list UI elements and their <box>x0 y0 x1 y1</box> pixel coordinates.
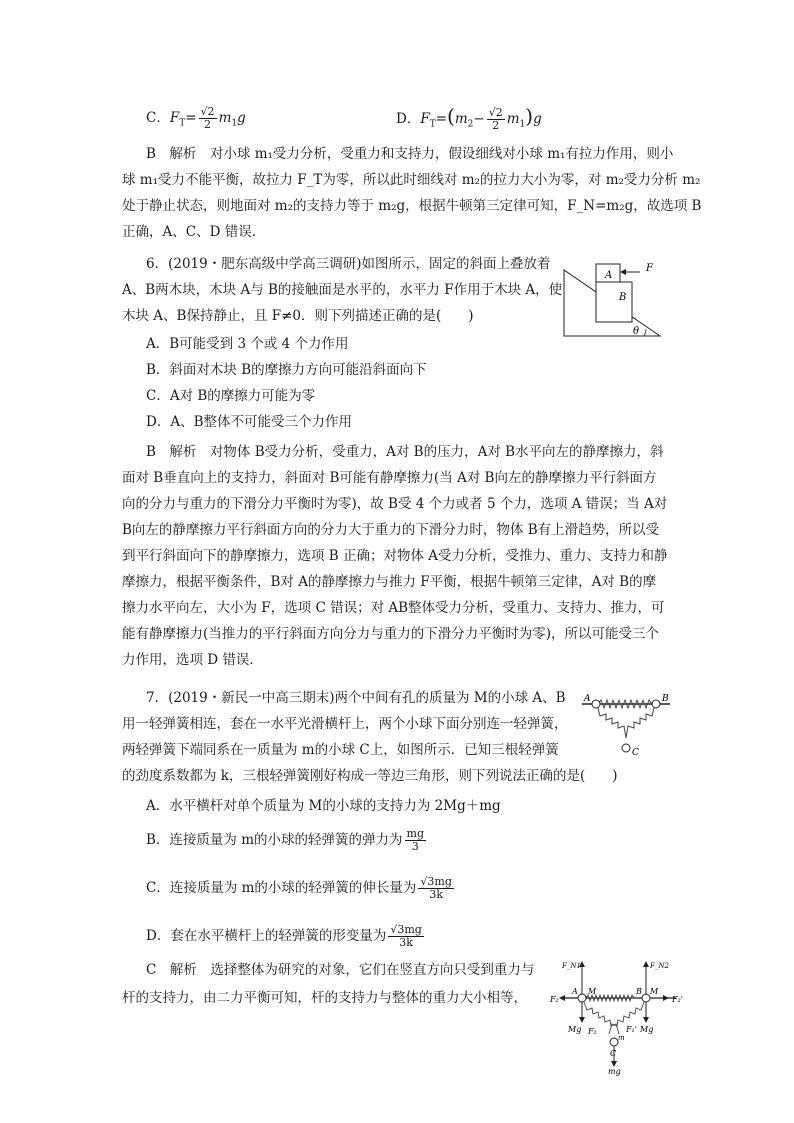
q7-spring-figure <box>580 692 672 758</box>
q7-optb-den: 3 <box>411 840 419 853</box>
q5-explanation-line: 正确，A、C、D 错误． <box>122 224 266 240</box>
q7-optb-text: B．连接质量为 m的小球的轻弹簧的弹力为 <box>146 832 403 848</box>
q7-stem-line: 两轻弹簧下端同系在一质量为 m的小球 C上，如图所示．已知三根轻弹簧 <box>122 742 559 758</box>
fbd-label-a: A <box>572 987 578 996</box>
q6-explanation-line: 到平行斜面向下的静摩擦力，选项 B 正确；对物体 A受力分析，受推力、重力、支持力和静 <box>122 548 668 564</box>
q5-option-d: D．$F_T=(m_2-$ $\frac{√2}{2}$ $m_1)g$ <box>396 104 542 132</box>
q7-option-d <box>146 924 426 949</box>
q6-label-a: A <box>605 270 613 281</box>
q7-ball-c <box>622 744 630 752</box>
fbd-label-mg: mg <box>608 1067 621 1076</box>
q6-explanation-line: 力作用，选项 D 错误． <box>122 652 263 668</box>
q6-explanation-line: 擦力水平向左，大小为 F，选项 C 错误；对 AB整体受力分析，受重力、支持力、推力，可 <box>122 600 665 616</box>
q5-explanation-line: 球 m₁受力不能平衡，故拉力 F_T为零，所以此时细线对 m₂的拉力大小为零，对 m₂受力分析 m₂ <box>122 172 701 188</box>
q6-label-f: F <box>646 263 653 274</box>
fbd-label-m: m <box>618 1034 625 1042</box>
q7-label-c: C <box>632 748 639 758</box>
q7-spring-right <box>626 708 654 738</box>
q7-explanation-line: C 解析 选择整体为研究的对象，它们在竖直方向只受到重力与 <box>146 962 535 978</box>
q7-optc-text: C．连接质量为 m的小球的轻弹簧的伸长量为 <box>146 880 417 896</box>
q7-optd-num: √3mg <box>390 923 422 936</box>
fbd-label-mg2: Mg <box>640 1025 654 1034</box>
q6-stem-line: 6．(2019・肥东高级中学高三调研)如图所示，固定的斜面上叠放着 <box>146 256 551 272</box>
fbd-label-f1: F₁ <box>588 1027 597 1036</box>
q7-optc-den: 3k <box>429 888 443 901</box>
fbd-label-f1p: F₁' <box>626 1025 637 1034</box>
fbd-label-m1: M <box>588 987 597 996</box>
fbd-ball-a <box>578 994 586 1002</box>
q7-optb-frac <box>405 828 426 853</box>
q7-optc-num: √3mg <box>420 875 452 888</box>
q6-label-theta: θ <box>633 326 640 337</box>
fbd-label-m2: M <box>650 987 659 996</box>
q6-explanation-line: 面对 B垂直向上的支持力，斜面对 B可能有静摩擦力(当 A对 B向左的静摩擦力平行斜面方 <box>122 470 657 486</box>
q7-option-c <box>146 876 456 901</box>
q7-optc-frac <box>418 876 453 901</box>
fbd-label-mg1: Mg <box>568 1025 582 1034</box>
q6-option-c: C．A对 B的摩擦力可能为零 <box>146 388 316 404</box>
q6-explanation-line: B向左的静摩擦力平行斜面方向的分力大于重力的下滑分力时，物体 B有上滑趋势，所以受 <box>122 522 660 538</box>
q7-optb-num: mg <box>406 827 424 840</box>
q6-explanation-line: 能有静摩擦力(当推力的平行斜面方向分力与重力的下滑分力平衡时为零)，所以可能受三个 <box>122 626 660 642</box>
q5-option-c: C．$F_T=$ $\frac{√2}{2}$ $m_1g$ <box>146 105 246 131</box>
q7-label-b: B <box>662 694 669 704</box>
q7-optd-den: 3k <box>399 936 413 949</box>
q6-option-d: D．A、B整体不可能受三个力作用 <box>146 414 352 430</box>
q7-label-a: A <box>584 694 591 704</box>
q7-stem-line: 用一轻弹簧相连，套在一水平光滑横杆上，两个小球下面分别连一轻弹簧， <box>122 716 568 732</box>
fbd-label-c: C <box>610 1049 617 1058</box>
q6-explanation-line: B 解析 对物体 B受力分析，受重力，A对 B的压力，A对 B水平向左的静摩擦力，斜 <box>146 444 664 460</box>
q6-explanation-line: 摩擦力，根据平衡条件，B对 A的静摩擦力与推力 F平衡，根据牛顿第三定律，A对 B的摩 <box>122 574 657 590</box>
fbd-label-b: B <box>636 987 642 996</box>
fbd-label-fn2: F_N2 <box>650 962 669 970</box>
fbd-label-fn1: F_N1 <box>562 962 581 970</box>
q7-stem-line: 7．(2019・新民一中高三期末)两个中间有孔的质量为 M的小球 A、B <box>146 690 566 706</box>
q6-incline-figure <box>560 256 670 340</box>
q7-optd-text: D．套在水平横杆上的轻弹簧的形变量为 <box>146 928 387 944</box>
q6-stem-line: 木块 A、B保持静止，且 F≠0．则下列描述正确的是( ) <box>122 308 474 324</box>
q6-option-a: A．B可能受到 3 个或 4 个力作用 <box>146 336 349 352</box>
q7-ball-a <box>592 700 600 708</box>
q5-explanation-line: 处于静止状态，则地面对 m₂的支持力等于 m₂g，根据牛顿第三定律可知，F_N=m₂g，故选项 B <box>122 198 702 214</box>
q7-ball-b <box>652 700 660 708</box>
q7-free-body-diagram <box>548 958 690 1076</box>
q5-optc-frac: $\frac{√2}{2}$ <box>200 105 215 131</box>
q7-explanation-line: 杆的支持力，由二力平衡可知，杆的支持力与整体的重力大小相等， <box>122 990 527 1006</box>
fbd-ball-c <box>610 1038 618 1046</box>
q6-label-b: B <box>619 292 627 303</box>
q7-spring-left <box>598 708 626 738</box>
q7-option-a: A．水平横杆对单个质量为 M的小球的支持力为 2Mg＋mg <box>146 798 501 814</box>
q6-explanation-line: 向的分力与重力的下滑分力平衡时为零)，故 B受 4 个力或者 5 个力，选项 A 错误；当 A对 <box>122 496 668 512</box>
q6-option-b: B．斜面对木块 B的摩擦力方向可能沿斜面向下 <box>146 362 427 378</box>
q5-explanation-line: B 解析 对小球 m₁受力分析，受重力和支持力，假设细线对小球 m₁有拉力作用，则小 <box>146 146 674 162</box>
fbd-label-f2p: F₂' <box>672 995 683 1004</box>
q7-option-b <box>146 828 428 853</box>
fbd-label-f2: F₂ <box>550 995 559 1004</box>
q7-optd-frac <box>388 924 423 949</box>
q6-block-b <box>596 282 632 322</box>
q7-stem-line: 的劲度系数都为 k，三根轻弹簧刚好构成一等边三角形，则下列说法正确的是( ) <box>122 768 618 784</box>
fbd-ball-b <box>642 994 650 1002</box>
q6-stem-line: A、B两木块，木块 A与 B的接触面是水平的，水平力 F作用于木块 A，使 <box>122 282 563 298</box>
